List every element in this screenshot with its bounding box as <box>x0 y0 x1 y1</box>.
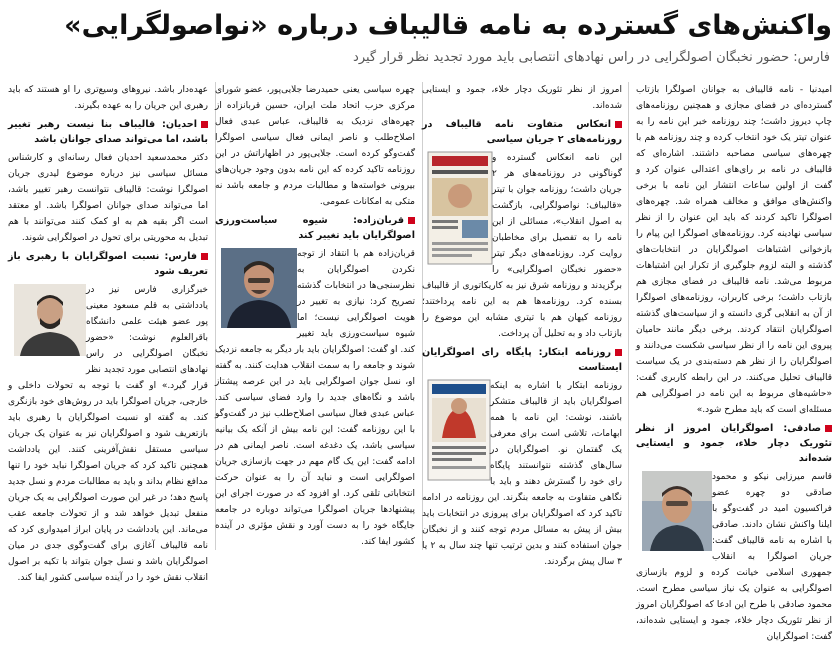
page-headline: واکنش‌های گسترده به نامه قالیباف درباره «نواصولگرایی» <box>64 10 832 41</box>
col2-kicker-1-body: این نامه انعکاس گسترده و گوناگونی در روزنامه‌های هر ۲ جریان داشت؛ روزنامه جوان با تیتر «قالیباف: نواصولگرایی، بازگشت به اصول انقلاب»، مسائلی از این نامه را به تفصیل برای مخاطبان روایت کرد. روزنامه‌های دیگر تیتر «حضور نخبگان اصولگرایی» را برگزیدند و روزنامه شرق نیز به کاریکاتوری از قالیباف بسنده کرد. روزنامه‌ها هم به این نامه پرداختند؛ روزنامه کیهان هم با تیتری مشابه این موضوع را بازتاب داد و به تحلیل آن پرداخت. <box>422 153 622 339</box>
red-square-icon <box>201 253 208 260</box>
col2-kicker-2 <box>422 345 622 375</box>
kicker-text: قربان‌زاده: شیوه سیاست‌ورزی اصولگرایان باید تغییر کند <box>215 215 415 241</box>
kicker-text: روزنامه ابتکار: پایگاه رای اصولگرایان ایستاست <box>422 347 622 373</box>
photo-sadeghi <box>642 471 712 557</box>
kicker-text: فارس: نسبت اصولگرایان با رهبری باز تعریف شود <box>8 251 208 277</box>
col3-lead: چهره سیاسی یعنی حمیدرضا جلایی‌پور، عضو شورای مرکزی حزب اتحاد ملت ایران، حسین قربانزاده از چهره‌های نزدیک به قالیباف، عباس عبدی فعال اصلاح‌طلب و ناصر ایمانی فعال سیاسی اصولگرا گفت‌وگو کرده است. جلایی‌پور در اظهاراتش در این روزنامه تاکید کرده که این نامه بدون وجود جریان‌های بیرونی خواسته‌ها و مطالبات مردم و جامعه باشد نه متکی به امکانات عمومی. <box>215 85 415 207</box>
col2-kicker-2-body: روزنامه ابتکار با اشاره به اینکه اصولگرایان باید از قالیباف متشکر باشند، نوشت: این نامه با همه ابهامات، تلاشی است برای معرفی یک گفتمان نو. اصولگرایان در سال‌های گذشته نتوانستند پایگاه رای خود را گسترش دهند و باید با نگاهی متفاوت به جامعه بنگرند. این روزنامه در ادامه تاکید کرد که اصولگرایان برای پیروزی در انتخابات باید بیش از پیش به مسائل مردم توجه کنند و از نخبگان جوان استفاده کنند و بدین ترتیب تنها چند سال به ۲ یا ۳ سال پیش برگردند. <box>422 381 623 567</box>
col4-kicker-1-body: دکتر محمدسعید احدیان فعال رسانه‌ای و کارشناس مسائل سیاسی نیز درباره موضوع لیدری جریان اصولگرا نوشت: قالیباف نتوانست رهبر تغییر باشد، اما می‌تواند صدای جوانان اصولگرا باشد. او معتقد است اگر بقیه هم به او کمک کنند می‌توانند با هم تبدیل به محوریتی برای تحول در اصولگرایی شوند. <box>8 153 208 243</box>
portrait-moeinipour-image <box>14 284 86 356</box>
col4-kicker-2-body: خبرگزاری فارس نیز در یادداشتی به قلم مسعود معینی پور عضو هیئت علمی دانشگاه باقرالعلوم نوشت: «حضور نخبگان اصولگرایی در راس نهادهای انتصابی مورد تجدید نظر قرار گیرد.» او گفت با توجه به تحولات داخلی و خارجی، جریان اصولگرا باید در روش‌های خود بازنگری کند. به گفته او نسبت اصولگرایان با رهبری باید بازتعریف شود و اصولگرایان نیز به عنوان یک جریان سیاسی مستقل نقش‌آفرینی کنند. این یادداشت همچنین تاکید کرد که جریان اصولگرا نباید خود را تنها مدافع نظام بداند و باید به مطالبات مردم و نسل جدید پاسخ دهد؛ در غیر این صورت اصولگرایی به یک جریان منفعل تبدیل خواهد شد و از تحولات جامعه عقب می‌ماند. این یادداشت در پایان ابراز امیدواری کرد که نامه قالیباف آغازی برای گفت‌وگوی جدی در میان اصولگرایان باشد و نسل جوان بتواند با تکیه بر اصول انقلاب نقش خود را در آینده سیاسی کشور ایفا کند. <box>8 285 208 583</box>
newspaper-thumb-2 <box>428 380 490 486</box>
column-4 <box>8 82 208 583</box>
col2-kicker-1 <box>422 117 622 147</box>
red-square-icon <box>615 121 622 128</box>
newspaper-thumb-1 <box>428 152 492 270</box>
col2-lead: امروز از نظر تئوریک دچار خلاء، جمود و ایستایی شده‌اند. <box>422 85 622 111</box>
column-2 <box>422 82 623 567</box>
page-subhead: فارس: حضور نخبگان اصولگرایی در راس نهادهای انتصابی باید مورد تجدید نظر قرار گیرد <box>353 50 830 65</box>
kicker-text: احدیان: قالیباف بنا نیست رهبر تغییر باشد، اما می‌تواند صدای جوانان باشد <box>8 119 208 145</box>
col1-kicker-1 <box>636 421 832 466</box>
column-rule <box>628 82 629 550</box>
kicker-text: انعکاس متفاوت نامه قالیباف در روزنامه‌های ۲ جریان سیاسی <box>422 119 622 145</box>
kicker-text: صادقی: اصولگرایان امروز از نظر تئوریک دچار خلاء، جمود و ایستایی شده‌اند <box>636 423 832 464</box>
newspaper-front-page-image <box>428 152 492 264</box>
photo-moeinipour <box>14 284 86 362</box>
red-square-icon <box>201 121 208 128</box>
col3-kicker-1 <box>215 213 415 243</box>
column-1 <box>636 82 832 642</box>
ebtekar-front-page-image <box>428 380 490 480</box>
col4-kicker-2 <box>8 249 208 279</box>
col3-kicker-1-body: قربان‌زاده هم با انتقاد از توجه نکردن اصولگرایان به نظرسنجی‌ها در انتخابات گذشته تصریح کرد: نیازی به تغییر در هویت اصولگرایی نیست؛ اما شیوه سیاست‌ورزی باید تغییر کند. او گفت: اصولگرایان باید بار دیگر به جامعه نزدیک شوند و جامعه را به سمت انقلاب هدایت کنند. به گفته او، نسل جوان اصولگرایی باید در این عرصه پیشتاز باشد و نگاه‌های جدید را وارد فضای سیاسی کند. عباس عبدی فعال سیاسی اصلاح‌طلب نیز در گفت‌وگو با این روزنامه گفت: این نامه بیش از آنکه یک بیانیه سیاسی باشد، یک دغدغه است. ناصر ایمانی هم در ادامه گفت: این یک گام مهم در جهت بازسازی جریان اصولگرایی است و نباید آن را به عنوان حرکت انتخاباتی تلقی کرد. او افزود که در صورت اجرای این پیشنهادها جریان اصولگرا می‌تواند دوباره در جامعه جایگاه خود را به دست آورد و نقش مؤثری در آینده کشور ایفا کند. <box>215 249 415 547</box>
red-square-icon <box>825 425 832 432</box>
col4-kicker-1 <box>8 117 208 147</box>
portrait-ghorbanzadeh-image <box>221 248 297 328</box>
portrait-sadeghi-image <box>642 471 712 551</box>
red-square-icon <box>408 217 415 224</box>
column-3 <box>215 82 415 552</box>
red-square-icon <box>615 349 622 356</box>
photo-ghorbanzadeh <box>221 248 297 334</box>
col4-lead: عهده‌دار باشد. نیروهای وسیع‌تری را او هستند که باید رهبری این جریان را به عهده بگیرند. <box>8 85 208 111</box>
col1-kicker-1-body: قاسم میرزایی نیکو و محمود صادقی دو چهره عضو فراکسیون امید در گفت‌وگو با ایلنا واکنش نشان دادند. صادقی با اشاره به نامه قالیباف گفت: جریان اصولگرا به انقلاب جمهوری اسلامی خیانت کرده و لزوم بازسازی اصولگرایی به عنوان یک نیاز سیاسی مطرح است. محمود صادقی با طرح این ادعا که اصولگرایان امروز از نظر تئوریک دچار خلاء، جمود و ایستایی شده‌اند، گفت: اصولگرایان <box>636 472 832 642</box>
col1-intro: امیدنیا - نامه قالیباف به جوانان اصولگرا بازتاب گسترده‌ای در فضای مجازی و همچنین روزنامه‌های چاپ دیروز داشت؛ چند روزنامه خبر این نامه را به عنوان تیتر یک خود انتخاب کرده و چند روزنامه هم با چهره‌های سیاسی مصاحبه داشتند. اشاره‌ای که قالیباف در نامه بر رای‌های اعتدالی عنوان کرد و گفت از اولین ساعات انتشار این نامه با برخی واکنش‌های موافق و مخالف همراه شد. چهره‌های اصولگرا تاکید کردند که باید این عنوان را از نظر سیاسی نهادینه کرد. روزنامه‌های اصولگرا این پیام را بازخوانی اشتباهات اصولگرایان در انتخابات‌های گذشته و البته لزوم جلوگیری از تکرار این اشتباهات مربوط می‌شد. نامه قالیباف در فضای مجازی هم بازتاب داشت؛ برخی کاربران، روزنامه‌های اصولگرا از آن به انقلابی گری دانسته و از سیاست‌های گذشته اصولگرایان انتقاد کردند. برخی دیگر مانند حامیان پیروی این نامه را از نظر سیاسی شکست می‌دانند و اصولگرایان را از نظر هم دسته‌بندی در یک سیاست قالیباف تحلیل می‌کنند. در این رابطه کاربری گفت: «حاشیه‌های مربوط به این نامه در اصولگرایی هم مسئله‌ای است که باید مطرح شود.» <box>636 85 832 415</box>
